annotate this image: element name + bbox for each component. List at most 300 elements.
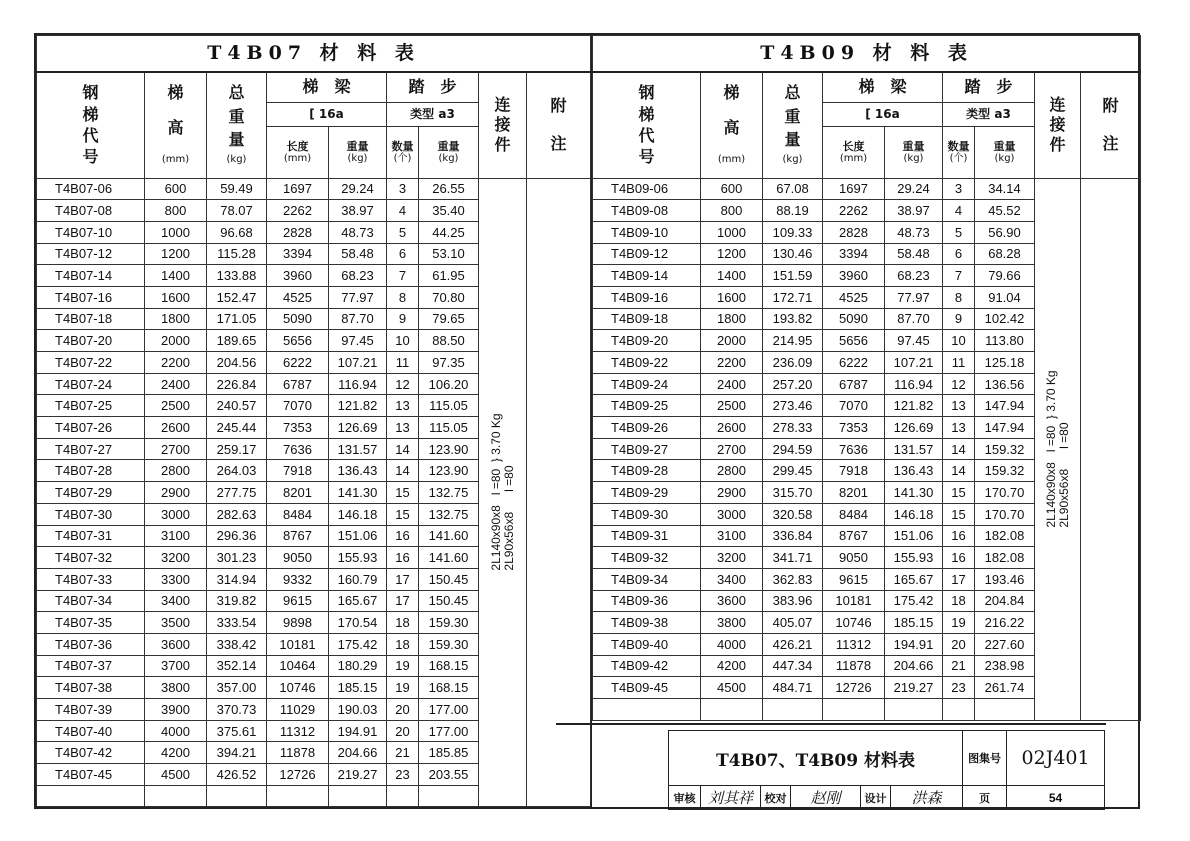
atlas-no-label: 图集号 xyxy=(963,731,1007,786)
cell-beam-length: 9615 xyxy=(823,568,885,590)
title-block xyxy=(668,730,1104,810)
cell-code: T4B07-27 xyxy=(37,438,145,460)
right-material-table xyxy=(592,35,1141,721)
cell-step-weight: 70.80 xyxy=(419,286,479,308)
cell-beam-weight: 107.21 xyxy=(885,352,943,374)
cell-step-qty: 19 xyxy=(943,612,975,634)
cell-step-qty: 7 xyxy=(387,265,419,287)
cell-beam-weight: 68.23 xyxy=(885,265,943,287)
cell-height: 3500 xyxy=(145,612,207,634)
cell-total: 362.83 xyxy=(763,568,823,590)
right-beam-type: [ 16a xyxy=(823,102,943,126)
cell-beam-weight: 155.93 xyxy=(885,547,943,569)
cell-beam-weight: 165.67 xyxy=(885,568,943,590)
cell-code: T4B09-25 xyxy=(593,395,701,417)
cell-step-qty: 7 xyxy=(943,265,975,287)
cell-step-weight: 141.60 xyxy=(419,547,479,569)
cell-height: 2900 xyxy=(701,482,763,504)
cell-beam-length: 2828 xyxy=(267,221,329,243)
cell-height: 1000 xyxy=(701,221,763,243)
left-step-qty-header: 数量 (个) xyxy=(387,126,419,178)
cell-step-qty: 9 xyxy=(943,308,975,330)
cell-beam-weight: 97.45 xyxy=(885,330,943,352)
cell-beam-length: 5090 xyxy=(267,308,329,330)
cell-step-qty: 16 xyxy=(387,547,419,569)
cell-height: 4200 xyxy=(701,655,763,677)
cell-step-weight: 204.84 xyxy=(975,590,1035,612)
cell-beam-length: 10746 xyxy=(267,677,329,699)
cell-beam-length: 10746 xyxy=(823,612,885,634)
cell-step-qty: 17 xyxy=(943,568,975,590)
table-row xyxy=(593,178,1141,200)
cell-beam-weight: 97.45 xyxy=(329,330,387,352)
cell-step-qty: 14 xyxy=(943,460,975,482)
cell-height: 3600 xyxy=(145,633,207,655)
cell-step-weight: 177.00 xyxy=(419,699,479,721)
right-header-step: 踏 步 xyxy=(943,72,1035,102)
cell-code: T4B07-12 xyxy=(37,243,145,265)
cell-code: T4B07-35 xyxy=(37,612,145,634)
cell-beam-weight: 107.21 xyxy=(329,352,387,374)
cell-step-qty: 5 xyxy=(943,221,975,243)
cell-beam-length: 1697 xyxy=(823,178,885,200)
cell-step-weight: 56.90 xyxy=(975,221,1035,243)
cell-code: T4B07-33 xyxy=(37,568,145,590)
cell-code: T4B07-36 xyxy=(37,633,145,655)
cell-code xyxy=(593,699,701,721)
cell-step-qty: 15 xyxy=(943,503,975,525)
cell-step-weight: 123.90 xyxy=(419,438,479,460)
cell-beam-weight: 204.66 xyxy=(329,742,387,764)
cell-total: 278.33 xyxy=(763,417,823,439)
left-panel xyxy=(36,35,592,807)
cell-code: T4B07-37 xyxy=(37,655,145,677)
cell-step-weight: 132.75 xyxy=(419,482,479,504)
cell-code: T4B09-27 xyxy=(593,438,701,460)
cell-code: T4B09-20 xyxy=(593,330,701,352)
cell-step-qty: 15 xyxy=(387,503,419,525)
right-step-wt-header: 重量 (kg) xyxy=(975,126,1035,178)
cell-total: 236.09 xyxy=(763,352,823,374)
cell-beam-length: 9332 xyxy=(267,568,329,590)
cell-total: 88.19 xyxy=(763,200,823,222)
cell-total: 299.45 xyxy=(763,460,823,482)
design-label: 设计 xyxy=(861,786,891,810)
cell-beam-weight: 136.43 xyxy=(885,460,943,482)
cell-beam-weight: 165.67 xyxy=(329,590,387,612)
right-header-code: 钢 梯 代 号 xyxy=(593,72,701,178)
cell-height: 2400 xyxy=(145,373,207,395)
cell-step-weight: 79.65 xyxy=(419,308,479,330)
cell-step-qty: 8 xyxy=(387,286,419,308)
cell-beam-weight: 141.30 xyxy=(329,482,387,504)
cell-total: 151.59 xyxy=(763,265,823,287)
cell-code: T4B09-16 xyxy=(593,286,701,308)
cell-height: 2500 xyxy=(145,395,207,417)
cell-code: T4B09-34 xyxy=(593,568,701,590)
cell-step-qty: 6 xyxy=(943,243,975,265)
cell-height: 800 xyxy=(145,200,207,222)
cell-beam-weight: 180.29 xyxy=(329,655,387,677)
cell-height: 3100 xyxy=(145,525,207,547)
cell-total: 189.65 xyxy=(207,330,267,352)
right-header-total: 总 重 量 (kg) xyxy=(763,72,823,178)
cell-total: 352.14 xyxy=(207,655,267,677)
cell-step-weight: 227.60 xyxy=(975,633,1035,655)
cell-code: T4B09-32 xyxy=(593,547,701,569)
cell-code: T4B07-20 xyxy=(37,330,145,352)
cell-total xyxy=(763,699,823,721)
cell-code: T4B09-22 xyxy=(593,352,701,374)
cell-height: 600 xyxy=(701,178,763,200)
cell-height: 2700 xyxy=(701,438,763,460)
cell-beam-weight: 87.70 xyxy=(885,308,943,330)
cell-step-qty: 10 xyxy=(943,330,975,352)
cell-step-weight: 159.30 xyxy=(419,612,479,634)
cell-step-qty: 13 xyxy=(943,395,975,417)
cell-code: T4B07-31 xyxy=(37,525,145,547)
cell-step-qty: 10 xyxy=(387,330,419,352)
cell-beam-weight: 146.18 xyxy=(885,503,943,525)
cell-code: T4B07-45 xyxy=(37,764,145,786)
cell-step-qty: 18 xyxy=(387,633,419,655)
cell-code: T4B09-18 xyxy=(593,308,701,330)
cell-height: 3800 xyxy=(701,612,763,634)
cell-total: 259.17 xyxy=(207,438,267,460)
cell-total: 314.94 xyxy=(207,568,267,590)
left-table-body xyxy=(37,178,591,807)
cell-step-weight: 238.98 xyxy=(975,655,1035,677)
cell-height: 2700 xyxy=(145,438,207,460)
cell-step-qty: 14 xyxy=(943,438,975,460)
cell-step-qty: 13 xyxy=(943,417,975,439)
cell-beam-weight: 219.27 xyxy=(885,677,943,699)
cell-total: 341.71 xyxy=(763,547,823,569)
cell-total: 59.49 xyxy=(207,178,267,200)
cell-step-qty: 19 xyxy=(387,677,419,699)
review-signature: 刘其祥 xyxy=(701,786,761,810)
cell-beam-length: 9050 xyxy=(823,547,885,569)
cell-code: T4B07-14 xyxy=(37,265,145,287)
cell-height: 3600 xyxy=(701,590,763,612)
cell-code: T4B09-31 xyxy=(593,525,701,547)
review-label: 审核 xyxy=(669,786,701,810)
cell-code: T4B07-42 xyxy=(37,742,145,764)
note-cell xyxy=(527,178,591,807)
cell-beam-weight: 160.79 xyxy=(329,568,387,590)
right-header-note: 附 注 xyxy=(1081,72,1141,178)
cell-beam-length: 7353 xyxy=(823,417,885,439)
cell-beam-weight: 185.15 xyxy=(885,612,943,634)
cell-step-qty: 17 xyxy=(387,590,419,612)
cell-height xyxy=(701,699,763,721)
cell-beam-length: 1697 xyxy=(267,178,329,200)
conn-weight: } 3.70 Kg xyxy=(1043,370,1058,420)
cell-total: 375.61 xyxy=(207,720,267,742)
cell-code: T4B09-28 xyxy=(593,460,701,482)
cell-height: 3200 xyxy=(701,547,763,569)
cell-height: 1800 xyxy=(701,308,763,330)
cell-step-weight: 45.52 xyxy=(975,200,1035,222)
cell-beam-weight xyxy=(885,699,943,721)
cell-step-qty: 5 xyxy=(387,221,419,243)
cell-beam-length xyxy=(267,785,329,807)
cell-total: 204.56 xyxy=(207,352,267,374)
cell-beam-length: 9898 xyxy=(267,612,329,634)
cell-step-qty: 21 xyxy=(387,742,419,764)
cell-height: 2200 xyxy=(701,352,763,374)
cell-beam-weight: 151.06 xyxy=(329,525,387,547)
cell-beam-weight: 121.82 xyxy=(885,395,943,417)
cell-height: 1000 xyxy=(145,221,207,243)
cell-step-qty: 15 xyxy=(387,482,419,504)
cell-height: 3900 xyxy=(145,699,207,721)
connector-spec xyxy=(1045,371,1071,528)
cell-beam-length: 8767 xyxy=(267,525,329,547)
cell-step-qty: 11 xyxy=(943,352,975,374)
cell-code: T4B07-22 xyxy=(37,352,145,374)
cell-code: T4B09-12 xyxy=(593,243,701,265)
cell-beam-length: 2262 xyxy=(823,200,885,222)
cell-total: 133.88 xyxy=(207,265,267,287)
cell-beam-weight: 77.97 xyxy=(885,286,943,308)
cell-total: 370.73 xyxy=(207,699,267,721)
cell-code: T4B09-24 xyxy=(593,373,701,395)
cell-step-weight: 35.40 xyxy=(419,200,479,222)
cell-beam-length: 7918 xyxy=(823,460,885,482)
cell-step-qty: 16 xyxy=(943,525,975,547)
cell-height: 2200 xyxy=(145,352,207,374)
cell-step-weight: 203.55 xyxy=(419,764,479,786)
right-header-height: 梯 高 (mm) xyxy=(701,72,763,178)
check-label: 校对 xyxy=(761,786,791,810)
cell-height xyxy=(145,785,207,807)
cell-height: 1200 xyxy=(701,243,763,265)
right-panel-divider xyxy=(556,723,1106,725)
cell-step-weight: 34.14 xyxy=(975,178,1035,200)
cell-beam-weight: 29.24 xyxy=(885,178,943,200)
cell-code: T4B07-06 xyxy=(37,178,145,200)
cell-step-qty: 11 xyxy=(387,352,419,374)
cell-height: 2800 xyxy=(701,460,763,482)
cell-step-qty: 12 xyxy=(943,373,975,395)
cell-total: 333.54 xyxy=(207,612,267,634)
cell-total: 383.96 xyxy=(763,590,823,612)
cell-step-qty: 6 xyxy=(387,243,419,265)
cell-beam-weight: 190.03 xyxy=(329,699,387,721)
cell-total: 78.07 xyxy=(207,200,267,222)
cell-code: T4B07-24 xyxy=(37,373,145,395)
page-label: 页 xyxy=(963,786,1007,810)
cell-beam-length: 10181 xyxy=(267,633,329,655)
page-number: 54 xyxy=(1007,786,1105,810)
cell-beam-length: 11878 xyxy=(267,742,329,764)
cell-code: T4B07-34 xyxy=(37,590,145,612)
spec-1: 2L140x90x8 xyxy=(1043,462,1058,528)
left-table-title: T4B07 材 料 表 xyxy=(37,36,591,73)
cell-step-qty: 21 xyxy=(943,655,975,677)
cell-total: 257.20 xyxy=(763,373,823,395)
cell-total: 405.07 xyxy=(763,612,823,634)
cell-step-qty: 20 xyxy=(387,720,419,742)
cell-total: 357.00 xyxy=(207,677,267,699)
cell-beam-length: 6222 xyxy=(267,352,329,374)
cell-step-weight: 136.56 xyxy=(975,373,1035,395)
cell-height: 600 xyxy=(145,178,207,200)
cell-beam-weight: 126.69 xyxy=(329,417,387,439)
cell-step-weight: 106.20 xyxy=(419,373,479,395)
cell-beam-weight: 77.97 xyxy=(329,286,387,308)
cell-code: T4B09-08 xyxy=(593,200,701,222)
cell-code: T4B07-39 xyxy=(37,699,145,721)
cell-step-weight: 177.00 xyxy=(419,720,479,742)
left-header-total: 总 重 量 (kg) xyxy=(207,72,267,178)
len-1: l =80 xyxy=(1043,425,1058,453)
cell-beam-length: 12726 xyxy=(267,764,329,786)
cell-step-qty: 4 xyxy=(387,200,419,222)
cell-beam-weight: 126.69 xyxy=(885,417,943,439)
cell-step-qty: 16 xyxy=(943,547,975,569)
cell-step-qty: 19 xyxy=(387,655,419,677)
cell-total: 426.52 xyxy=(207,764,267,786)
cell-beam-length: 4525 xyxy=(267,286,329,308)
cell-step-weight: 150.45 xyxy=(419,590,479,612)
cell-beam-length xyxy=(823,699,885,721)
cell-total: 426.21 xyxy=(763,633,823,655)
left-header-note: 附 注 xyxy=(527,72,591,178)
cell-beam-weight: 58.48 xyxy=(885,243,943,265)
cell-total: 115.28 xyxy=(207,243,267,265)
cell-code: T4B07-32 xyxy=(37,547,145,569)
cell-step-weight: 68.28 xyxy=(975,243,1035,265)
conn-weight: } 3.70 Kg xyxy=(488,413,503,463)
cell-code: T4B09-14 xyxy=(593,265,701,287)
cell-total: 394.21 xyxy=(207,742,267,764)
cell-beam-length: 4525 xyxy=(823,286,885,308)
cell-total: 172.71 xyxy=(763,286,823,308)
cell-step-weight: 123.90 xyxy=(419,460,479,482)
cell-step-weight: 182.08 xyxy=(975,525,1035,547)
cell-beam-length: 7353 xyxy=(267,417,329,439)
cell-beam-weight: 219.27 xyxy=(329,764,387,786)
cell-step-qty: 23 xyxy=(943,677,975,699)
cell-step-qty: 17 xyxy=(387,568,419,590)
design-signature: 洪森 xyxy=(891,786,963,810)
cell-total: 320.58 xyxy=(763,503,823,525)
cell-beam-weight: 48.73 xyxy=(885,221,943,243)
cell-height: 4000 xyxy=(145,720,207,742)
cell-step-weight: 44.25 xyxy=(419,221,479,243)
cell-height: 3100 xyxy=(701,525,763,547)
cell-total: 294.59 xyxy=(763,438,823,460)
cell-code: T4B07-18 xyxy=(37,308,145,330)
cell-step-weight: 115.05 xyxy=(419,395,479,417)
cell-step-qty xyxy=(387,785,419,807)
len-2: l =80 xyxy=(1056,422,1071,449)
left-material-table xyxy=(36,35,591,807)
cell-total: 301.23 xyxy=(207,547,267,569)
cell-height: 3000 xyxy=(145,503,207,525)
cell-total: 273.46 xyxy=(763,395,823,417)
cell-step-weight: 261.74 xyxy=(975,677,1035,699)
len-2: l =80 xyxy=(501,465,516,493)
cell-beam-length: 12726 xyxy=(823,677,885,699)
cell-total: 484.71 xyxy=(763,677,823,699)
cell-total: 245.44 xyxy=(207,417,267,439)
cell-beam-length: 8484 xyxy=(823,503,885,525)
cell-beam-length: 10464 xyxy=(267,655,329,677)
cell-beam-weight: 185.15 xyxy=(329,677,387,699)
cell-height: 3200 xyxy=(145,547,207,569)
right-step-type: 类型 a3 xyxy=(943,102,1035,126)
cell-beam-length: 11312 xyxy=(823,633,885,655)
cell-height: 3700 xyxy=(145,655,207,677)
cell-beam-length: 2262 xyxy=(267,200,329,222)
cell-beam-weight xyxy=(329,785,387,807)
cell-total: 240.57 xyxy=(207,395,267,417)
cell-height: 1400 xyxy=(701,265,763,287)
left-header-step: 踏 步 xyxy=(387,72,479,102)
cell-step-qty: 20 xyxy=(387,699,419,721)
cell-step-qty: 13 xyxy=(387,417,419,439)
spec-2: 2L90x56x8 xyxy=(1056,468,1071,528)
cell-step-qty: 3 xyxy=(943,178,975,200)
cell-beam-length: 7070 xyxy=(267,395,329,417)
cell-step-weight: 147.94 xyxy=(975,417,1035,439)
cell-beam-weight: 146.18 xyxy=(329,503,387,525)
cell-beam-weight: 48.73 xyxy=(329,221,387,243)
left-header-code: 钢 梯 代 号 xyxy=(37,72,145,178)
cell-step-weight: 141.60 xyxy=(419,525,479,547)
drawing-frame xyxy=(34,33,1140,809)
cell-beam-length: 5656 xyxy=(267,330,329,352)
cell-step-qty: 12 xyxy=(387,373,419,395)
cell-height: 1200 xyxy=(145,243,207,265)
cell-step-qty: 20 xyxy=(943,633,975,655)
cell-total: 152.47 xyxy=(207,286,267,308)
cell-beam-weight: 204.66 xyxy=(885,655,943,677)
cell-beam-weight: 151.06 xyxy=(885,525,943,547)
cell-total: 193.82 xyxy=(763,308,823,330)
connector-cell xyxy=(479,178,527,807)
cell-code: T4B09-26 xyxy=(593,417,701,439)
left-step-type: 类型 a3 xyxy=(387,102,479,126)
cell-step-weight: 61.95 xyxy=(419,265,479,287)
cell-beam-weight: 175.42 xyxy=(329,633,387,655)
cell-step-qty: 4 xyxy=(943,200,975,222)
cell-height: 2500 xyxy=(701,395,763,417)
cell-beam-weight: 141.30 xyxy=(885,482,943,504)
cell-step-weight: 26.55 xyxy=(419,178,479,200)
cell-height: 3400 xyxy=(701,568,763,590)
cell-beam-length: 6787 xyxy=(267,373,329,395)
cell-step-qty: 23 xyxy=(387,764,419,786)
cell-height: 4000 xyxy=(701,633,763,655)
cell-beam-length: 7636 xyxy=(823,438,885,460)
check-signature: 赵刚 xyxy=(791,786,861,810)
cell-total: 296.36 xyxy=(207,525,267,547)
cell-beam-length: 3960 xyxy=(267,265,329,287)
cell-height: 3400 xyxy=(145,590,207,612)
cell-beam-weight: 121.82 xyxy=(329,395,387,417)
cell-step-weight: 125.18 xyxy=(975,352,1035,374)
cell-step-qty: 9 xyxy=(387,308,419,330)
cell-step-weight: 159.32 xyxy=(975,460,1035,482)
cell-beam-length: 7918 xyxy=(267,460,329,482)
cell-step-qty: 15 xyxy=(943,482,975,504)
right-beam-len-header: 长度 (mm) xyxy=(823,126,885,178)
cell-beam-length: 3960 xyxy=(823,265,885,287)
